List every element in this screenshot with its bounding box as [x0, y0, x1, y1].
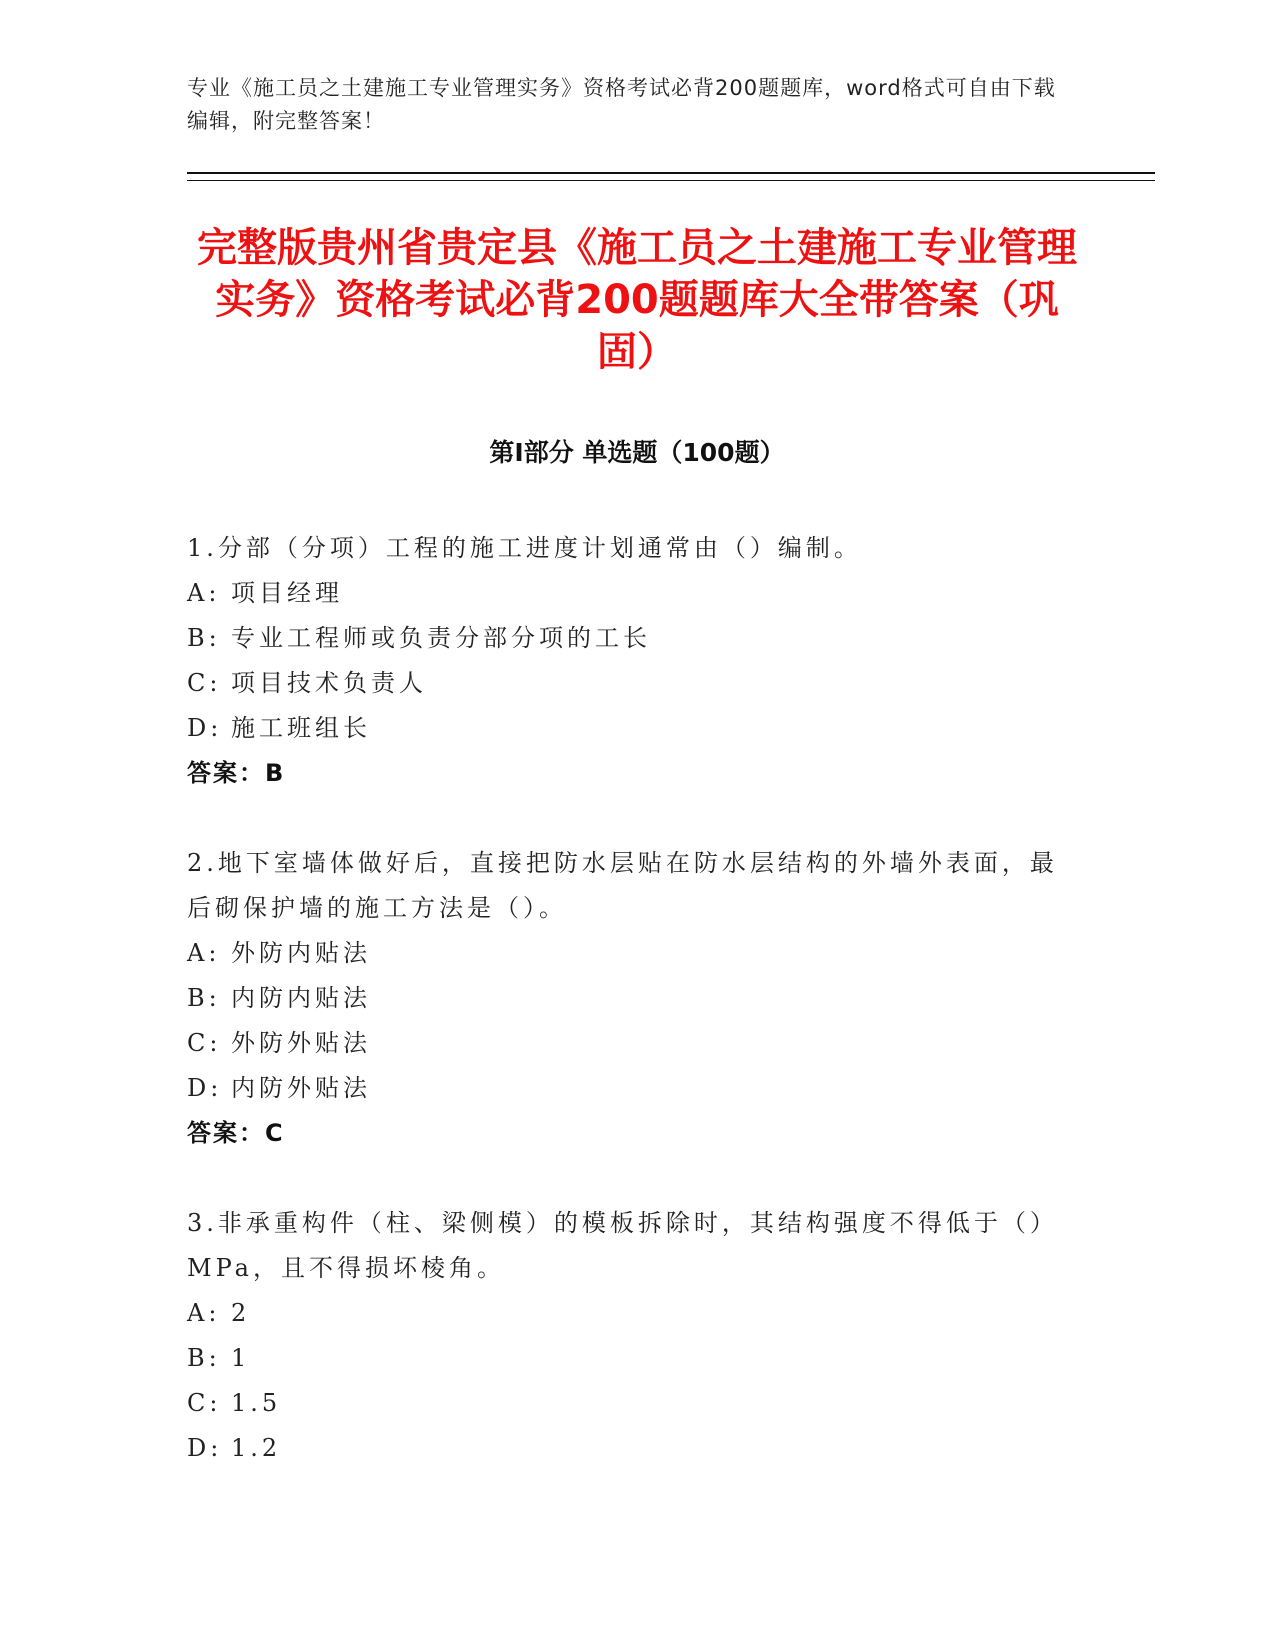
option-text: 外防内贴法	[231, 939, 371, 967]
header-note: 专业《施工员之土建施工专业管理实务》资格考试必背200题题库，word格式可自由下载编辑，附完整答案！	[187, 76, 1056, 133]
option-letter: D:	[187, 1434, 223, 1462]
question-list	[187, 526, 1067, 1516]
option-d	[187, 1426, 1067, 1471]
option-letter: B:	[187, 624, 221, 652]
option-a	[187, 1291, 1067, 1336]
option-text: 项目技术负责人	[231, 669, 427, 697]
option-a	[187, 931, 1067, 976]
option-letter: B:	[187, 1344, 221, 1372]
question-1	[187, 526, 1067, 796]
answer-line: 答案：C	[187, 1119, 285, 1147]
question-stem: 3.非承重构件（柱、梁侧模）的模板拆除时，其结构强度不得低于（）MPa，且不得损坏棱角。	[187, 1209, 1058, 1282]
option-c	[187, 1021, 1067, 1066]
option-a	[187, 571, 1067, 616]
option-letter: B:	[187, 984, 221, 1012]
option-text: 施工班组长	[231, 714, 371, 742]
question-stem: 1.分部（分项）工程的施工进度计划通常由（）编制。	[187, 534, 862, 562]
option-b	[187, 1336, 1067, 1381]
section-title: 第Ⅰ部分 单选题（100题）	[489, 438, 785, 467]
option-d	[187, 706, 1067, 751]
answer-line: 答案：B	[187, 759, 286, 787]
question-3	[187, 1201, 1067, 1471]
option-letter: C:	[187, 1029, 222, 1057]
header-divider-thin	[187, 180, 1155, 181]
option-text: 2	[231, 1299, 251, 1327]
question-stem: 2.地下室墙体做好后，直接把防水层贴在防水层结构的外墙外表面，最后砌保护墙的施工方法是（）。	[187, 849, 1058, 922]
option-text: 1	[231, 1344, 251, 1372]
option-d	[187, 1066, 1067, 1111]
option-text: 1.2	[231, 1434, 282, 1462]
option-text: 外防外贴法	[231, 1029, 371, 1057]
option-c	[187, 1381, 1067, 1426]
option-text: 内防内贴法	[231, 984, 371, 1012]
document-title: 完整版贵州省贵定县《施工员之土建施工专业管理实务》资格考试必背200题题库大全带答案（巩固）	[197, 225, 1077, 375]
option-text: 内防外贴法	[231, 1074, 371, 1102]
option-text: 项目经理	[231, 579, 343, 607]
question-2	[187, 841, 1067, 1156]
option-letter: D:	[187, 714, 223, 742]
option-letter: A:	[187, 1299, 221, 1327]
option-letter: C:	[187, 669, 222, 697]
option-letter: A:	[187, 579, 221, 607]
option-letter: A:	[187, 939, 221, 967]
option-b	[187, 976, 1067, 1021]
option-b	[187, 616, 1067, 661]
option-text: 1.5	[231, 1389, 282, 1417]
option-letter: C:	[187, 1389, 222, 1417]
option-c	[187, 661, 1067, 706]
option-text: 专业工程师或负责分部分项的工长	[231, 624, 651, 652]
option-letter: D:	[187, 1074, 223, 1102]
header-divider-thick	[187, 172, 1155, 174]
